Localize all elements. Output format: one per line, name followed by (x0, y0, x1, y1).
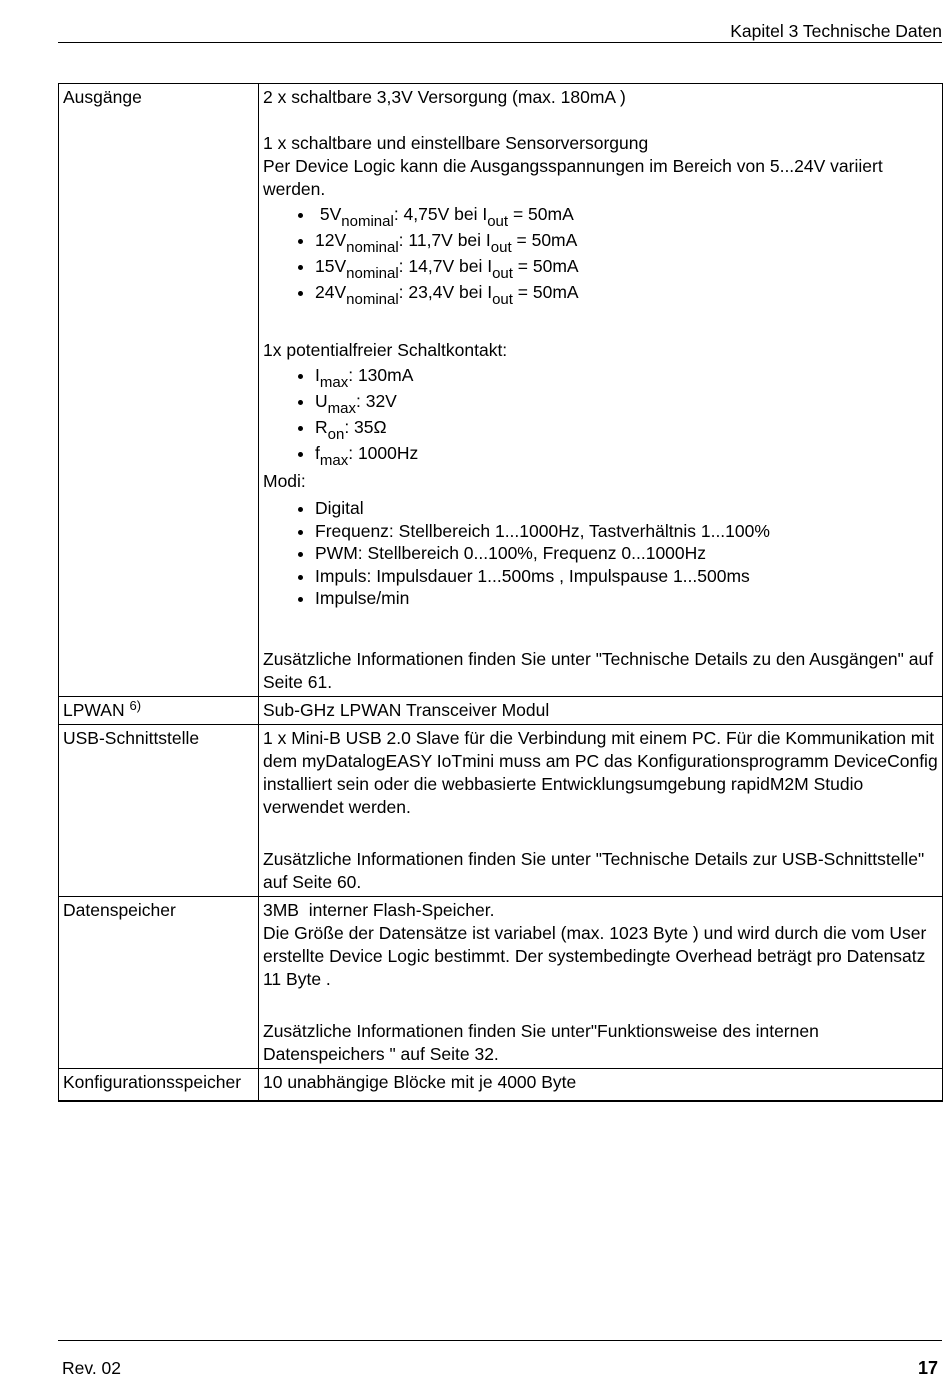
revision-label: Rev. 02 (62, 1358, 122, 1378)
page-footer (58, 1340, 942, 1378)
datensatz-desc: Die Größe der Datensätze ist variabel (max. 1023 Byte ) und wird durch die vom User erstellte Device Logic bestimmt. Der systembedingte Overhead beträgt pro Datensatz 11 Byte . (263, 922, 927, 989)
row-label-datenspeicher: Datenspeicher (59, 896, 259, 1068)
row-value-datenspeicher (259, 896, 943, 1068)
flash-line: 3MB interner Flash-Speicher. (263, 899, 495, 920)
supply-line: 2 x schaltbare 3,3V Versorgung (max. 180mA ) (263, 87, 626, 107)
sensor-title: 1 x schaltbare und einstellbare Sensorversorgung (263, 133, 649, 153)
row-value-lpwan: Sub-GHz LPWAN Transceiver Modul (259, 696, 943, 724)
table-row (59, 896, 943, 1068)
list-item: • Frequenz: Stellbereich 1...1000Hz, Tastverhältnis 1...100% (315, 520, 938, 543)
datenspeicher-info: Zusätzliche Informationen finden Sie unter"Funktionsweise des internen Datenspeichers " auf Seite 32. (263, 1020, 819, 1064)
voltage-list (263, 201, 938, 308)
list-item: • $15V_{nominal}$: 14,7V bei $I_{out} = 50mA$ (315, 253, 938, 279)
modi-label: Modi: (263, 471, 306, 491)
sensor-desc: Per Device Logic kann die Ausgangsspannungen im Bereich von 5...24V variiert werden. (263, 156, 883, 199)
page-number: 17 (917, 1358, 938, 1378)
ausgaenge-info: Zusätzliche Informationen finden Sie unter "Technische Details zu den Ausgängen" auf Seite 61. (263, 648, 934, 692)
list-item: • Impulse/min (315, 587, 938, 610)
list-item: • PWM: Stellbereich 0...100%, Frequenz 0...1000Hz (315, 542, 938, 565)
table-row (59, 1068, 943, 1101)
table-row (59, 696, 943, 724)
row-value-konfig: 10 unabhängige Blöcke mit je 4000 Byte (259, 1068, 943, 1101)
row-label-lpwan: LPWAN $^{6)}$ (59, 696, 259, 724)
list-item: • $U_{max}$: 32V (315, 388, 938, 414)
technical-data-table (58, 83, 943, 1102)
row-value-usb (259, 724, 943, 896)
modi-list (263, 497, 938, 610)
row-label-usb: USB-Schnittstelle (59, 724, 259, 896)
list-item: • Impuls: Impulsdauer 1...500ms , Impulspause 1...500ms (315, 565, 938, 588)
list-item: • $R_{on}$: 35Ω (315, 414, 938, 440)
list-item: • $f_{max}$: 1000Hz (315, 440, 938, 466)
page-header (58, 20, 942, 43)
contact-title: 1x potentialfreier Schaltkontakt: (263, 340, 508, 360)
row-label-konfig: Konfigurationsspeicher (59, 1068, 259, 1101)
chapter-title: Kapitel 3 Technische Daten (730, 21, 942, 41)
list-item: • $5V_{nominal}$: 4,75V bei $I_{out} = 50mA$ (315, 201, 938, 227)
table-row (59, 84, 943, 697)
row-label-ausgaenge: Ausgänge (59, 84, 259, 697)
table-row (59, 724, 943, 896)
footnote-ref: 6) (129, 697, 142, 713)
list-item: • $12V_{nominal}$: 11,7V bei $I_{out} = 50mA$ (315, 227, 938, 253)
usb-info: Zusätzliche Informationen finden Sie unter "Technische Details zur USB-Schnittstelle" auf Seite 60. (263, 848, 925, 892)
usb-desc: 1 x Mini-B USB 2.0 Slave für die Verbindung mit einem PC. Für die Kommunikation mit dem myDatalogEASY IoTmini muss am PC das Konfigurationsprogramm DeviceConfig installiert sein oder die webbasierte Entwicklungsumgebung rapidM2M Studio verwendet werden. (263, 727, 938, 817)
list-item: • Digital (315, 497, 938, 520)
contact-list (263, 362, 938, 469)
list-item: • $I_{max}$: 130mA (315, 362, 938, 388)
list-item: • $24V_{nominal}$: 23,4V bei $I_{out} = 50mA$ (315, 279, 938, 305)
row-value-ausgaenge (259, 84, 943, 697)
